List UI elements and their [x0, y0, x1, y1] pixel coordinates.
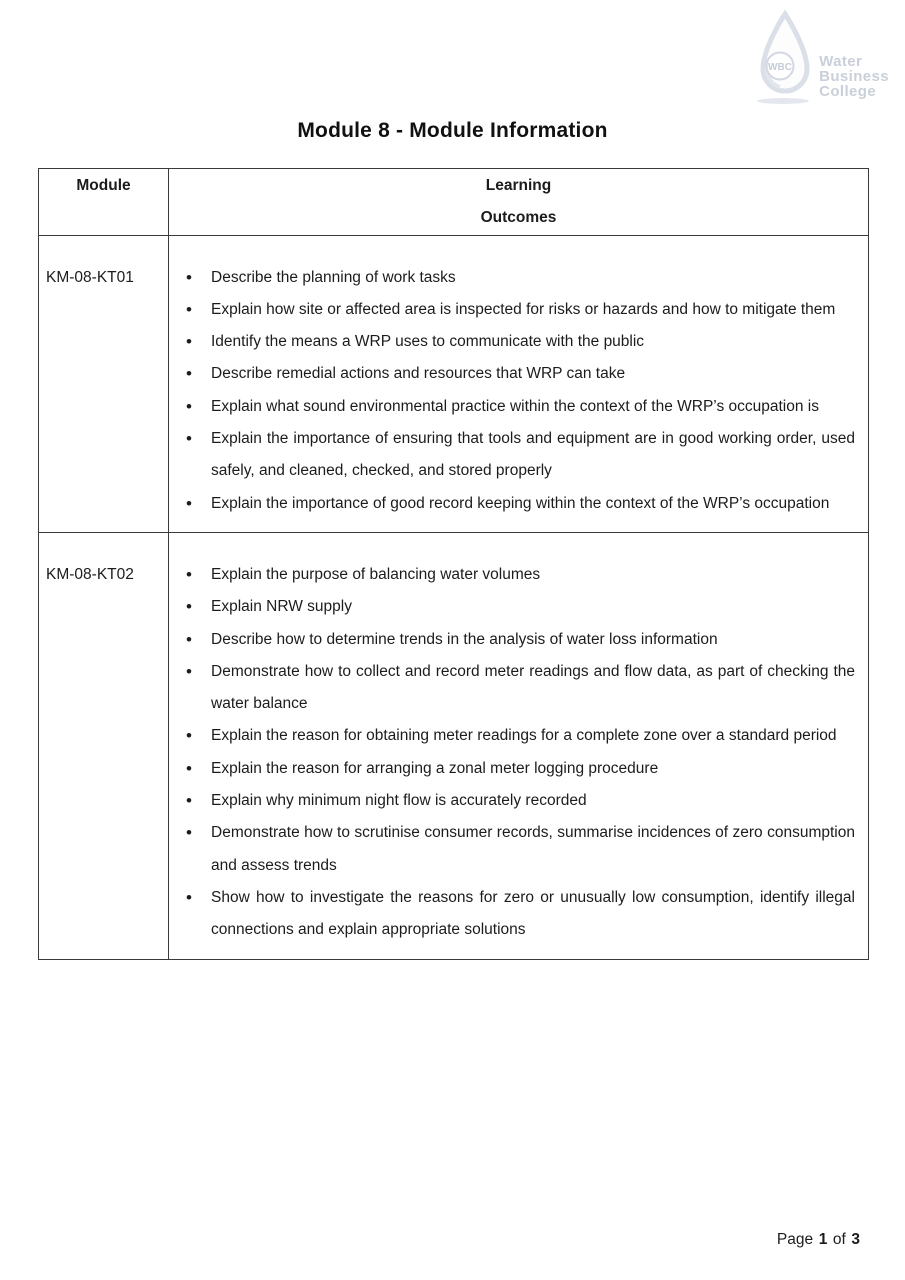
outcome-item: • Explain the reason for obtaining meter readings for a complete zone over a standard period — [169, 720, 855, 752]
outcome-item: • Describe how to determine trends in the analysis of water loss information — [169, 624, 855, 656]
outcome-item: • Explain NRW supply — [169, 591, 855, 623]
logo-name-line: Business — [819, 68, 889, 85]
outcomes-column-header — [169, 169, 869, 236]
table-row — [39, 532, 869, 959]
outcome-item: • Explain the purpose of balancing water volumes — [169, 559, 855, 591]
outcomes-cell — [169, 235, 869, 532]
outcome-item: • Explain the reason for arranging a zonal meter logging procedure — [169, 753, 855, 785]
logo-name — [819, 54, 889, 106]
footer-total-pages: 3 — [851, 1231, 860, 1248]
outcome-item: • Describe the planning of work tasks — [169, 262, 855, 294]
outcome-item: • Identify the means a WRP uses to communicate with the public — [169, 326, 855, 358]
outcome-item: • Show how to investigate the reasons for zero or unusually low consumption, identify illegal connections and explain appropriate solutions — [169, 882, 855, 947]
outcomes-header-line1: Learning — [485, 177, 552, 194]
outcome-item: • Explain what sound environmental practice within the context of the WRP’s occupation is — [169, 391, 855, 423]
footer-current-page: 1 — [818, 1231, 828, 1248]
outcome-item: • Demonstrate how to collect and record meter readings and flow data, as part of checking the water balance — [169, 656, 855, 721]
outcome-item: • Explain how site or affected area is inspected for risks or hazards and how to mitigate them — [169, 294, 855, 326]
wbc-monogram: WBC — [768, 62, 793, 73]
footer-of-word: of — [832, 1231, 846, 1248]
outcome-item: • Explain why minimum night flow is accurately recorded — [169, 785, 855, 817]
table-header-row — [39, 169, 869, 236]
module-info-table — [38, 168, 869, 960]
outcome-item: • Explain the importance of ensuring that tools and equipment are in good working order, used safely, and cleaned, checked, and stored properly — [169, 423, 855, 488]
puddle-shape — [757, 98, 809, 104]
module-code: KM-08-KT02 — [39, 532, 169, 959]
outcome-item: • Demonstrate how to scrutinise consumer records, summarise incidences of zero consumption and assess trends — [169, 817, 855, 882]
wbc-logo — [753, 10, 889, 106]
outcome-item: • Explain the importance of good record keeping within the context of the WRP’s occupation — [169, 488, 855, 520]
footer-page-word: Page — [776, 1231, 814, 1248]
outcomes-list — [169, 559, 855, 947]
page-title: Module 8 - Module Information — [297, 119, 608, 142]
table-row — [39, 235, 869, 532]
table-body — [39, 235, 869, 959]
outcomes-list — [169, 262, 855, 520]
module-code: KM-08-KT01 — [39, 235, 169, 532]
logo-name-line: Water — [819, 53, 863, 70]
outcomes-cell — [169, 532, 869, 959]
module-column-header: Module — [39, 169, 169, 236]
water-drop-icon — [753, 10, 817, 106]
page-footer — [777, 1231, 860, 1249]
logo-name-line: College — [819, 83, 877, 100]
outcomes-header-line2: Outcomes — [480, 209, 557, 227]
outcome-item: • Describe remedial actions and resources that WRP can take — [169, 358, 855, 390]
